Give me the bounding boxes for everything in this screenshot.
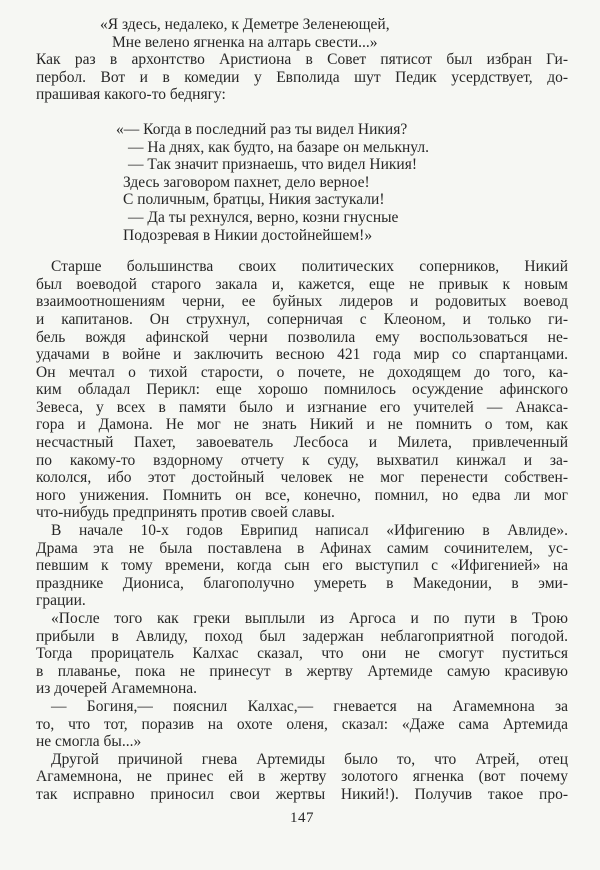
text-line: Он мечтал о тихой старости, о почете, не доходящем до того, ка- — [36, 363, 568, 381]
paragraph — [36, 51, 568, 104]
text-line: из дочерей Агамемнона. — [36, 680, 198, 698]
paragraph — [36, 751, 568, 804]
text-line: несчастный Пахет, завоеватель Лесбоса и Милета, привлеченный — [36, 434, 568, 452]
text-line: Как раз в архонтство Аристиона в Совет пятисот был избран Ги- — [36, 51, 568, 69]
text-line: не смогла бы...» — [36, 733, 142, 751]
text-line: С поличным, братцы, Никия застукали! — [123, 191, 385, 209]
text-line: в плаванье, пока не принесут в жертву Артемиде самую красивую — [36, 662, 568, 680]
text-line: бель вождя афинской черни позволила ему воспользоваться не- — [36, 328, 568, 346]
text-line: Здесь заговором пахнет, дело верное! — [123, 173, 370, 191]
text-line: Другой причиной гнева Артемиды было то, что Атрей, отец — [51, 750, 568, 768]
text-line: — Так значит признаешь, что видел Никия! — [128, 156, 418, 174]
verse-block — [116, 121, 568, 244]
text-line: так исправно приносил свои жертвы Никий!). Получив такое про- — [36, 785, 568, 803]
text-line: по какому-то вздорному отчету к суду, выхватил кинжал и за- — [36, 451, 568, 469]
text-line: пербол. Вот и в комедии у Евполида шут Педик усердствует, до- — [36, 68, 568, 86]
text-line: — Да ты рехнулся, верно, козни гнусные — [128, 208, 399, 226]
page-number: 147 — [290, 810, 314, 826]
text-line: гора и Дамона. Не мог не знать Никий и не помнить о том, как — [36, 416, 568, 434]
text-line: ного унижения. Помнить он все, конечно, помнил, но едва ли мог — [36, 486, 568, 504]
page-content — [36, 16, 568, 804]
text-line: «Я здесь, недалеко, к Деметре Зеленеющей, — [100, 16, 390, 33]
text-line: «— Когда в последний раз ты видел Никия? — [116, 120, 408, 138]
text-line: — На днях, как будто, на базаре он мелькнул. — [128, 138, 429, 156]
paragraph — [36, 522, 568, 610]
text-line: Тогда прорицатель Калхас сказал, что они не смогут пуститься — [36, 645, 568, 663]
paragraph — [36, 698, 568, 751]
verse-block — [100, 16, 568, 51]
text-line: и капитанов. Он струхнул, соперничая с Клеоном, и только ги- — [36, 310, 568, 328]
text-line: Подозревая в Никии достойнейшем!» — [123, 226, 373, 244]
text-line: В начале 10-х годов Еврипид написал «Ифигению в Авлиде». — [51, 522, 568, 540]
text-line: что-нибудь предпринять против своей славы. — [36, 504, 335, 522]
text-line: Драма эта не была поставлена в Афинах самим сочинителем, ус- — [36, 539, 568, 557]
text-line: Мне велено ягненка на алтарь свести...» — [112, 33, 378, 51]
text-line: прибыли в Авлиду, поход был задержан неблагоприятной погодой. — [36, 627, 568, 645]
text-line: взаимоотношениям черни, ее буйных лидеров и родовитых воевод — [36, 293, 568, 311]
text-line: празднике Диониса, благополучно умереть в Македонии, в эми- — [36, 574, 568, 592]
text-line: Зевеса, у всех в памяти было и изгнание его учителей — Анакса- — [36, 398, 568, 416]
text-line: грации. — [36, 592, 86, 610]
text-line: Агамемнона, не принес ей в жертву золотого ягненка (вот почему — [36, 768, 568, 786]
text-line: то, что тот, поразив на охоте оленя, сказал: «Даже сама Артемида — [36, 715, 568, 733]
text-line: «После того как греки выплыли из Аргоса и по пути в Трою — [51, 610, 568, 627]
text-line: ким обладал Перикл: еще хорошо помнилось осуждение афинского — [36, 381, 568, 399]
text-line: певшим к тому времени, когда сын его выступил с «Ифигенией» на — [36, 557, 568, 575]
text-line: — Богиня,— пояснил Калхас,— гневается на Агамемнона за — [51, 697, 568, 715]
text-line: Старше большинства своих политических соперников, Никий — [51, 258, 568, 276]
paragraph — [36, 258, 568, 522]
text-line: был воеводой старого закала и, кажется, еще не привык к новым — [36, 275, 568, 293]
text-line: прашивая какого-то беднягу: — [36, 86, 226, 104]
text-line: удачами в войне и заключить весною 421 года мир со спартанцами. — [36, 346, 568, 364]
text-line: кололся, ибо этот достойный человек не мог перенести собствен- — [36, 469, 568, 487]
paragraph — [36, 610, 568, 698]
